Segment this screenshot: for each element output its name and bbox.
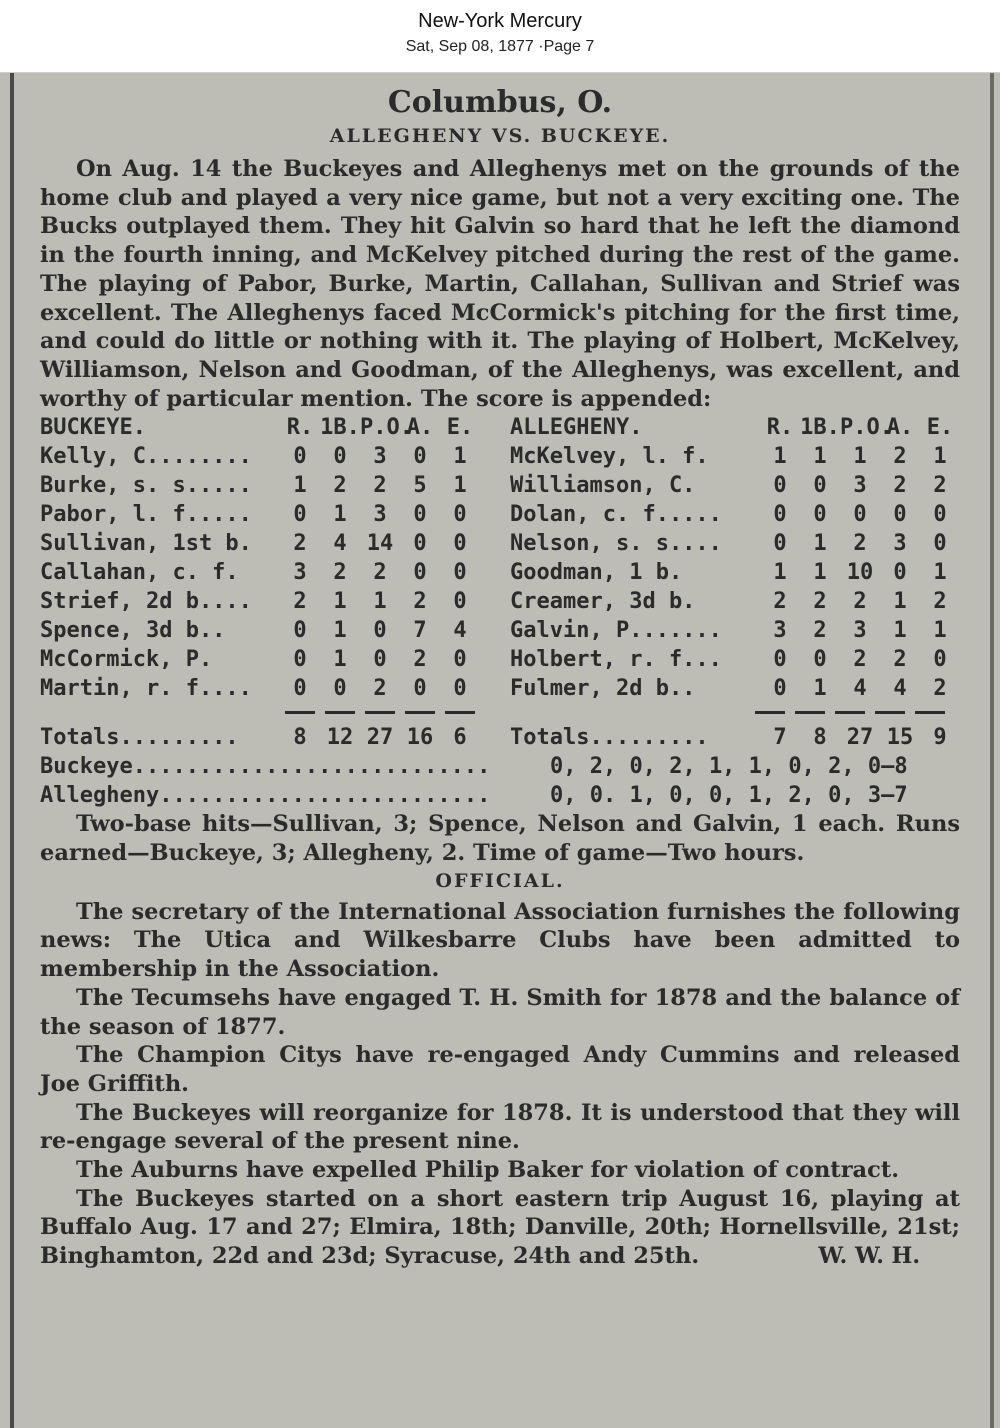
stat-value: 1 <box>813 531 827 557</box>
stat-value: 0 <box>293 618 307 644</box>
stat-header: R. <box>286 415 314 441</box>
stat-value: 2 <box>413 647 427 673</box>
total-value: 15 <box>886 725 914 751</box>
stat-value: 0 <box>853 502 867 528</box>
stat-value: 0 <box>413 560 427 586</box>
official-paragraph: The Auburns have expelled Philip Baker for violation of contract. <box>76 1157 900 1184</box>
official-paragraph: The Tecumsehs have engaged T. H. Smith for 1878 and the balance of the season of 1877. <box>40 984 960 1040</box>
stat-value: 0 <box>453 676 467 702</box>
official-paragraph: The secretary of the International Association furnishes the following news: The Utica and Wilkesbarre Clubs have been admitted to membership in the Association. <box>40 898 960 983</box>
stat-header: R. <box>766 415 794 441</box>
player-name: Nelson, s. s.... <box>510 531 722 557</box>
stat-value: 0 <box>893 502 907 528</box>
stat-value: 2 <box>333 473 347 499</box>
stat-value: 0 <box>933 531 947 557</box>
total-value: 27 <box>846 725 874 751</box>
player-row <box>40 616 960 645</box>
player-row <box>40 587 960 616</box>
innings-score: 0, 2, 0, 2, 1, 1, 0, 2, 0—8 <box>550 754 908 780</box>
stat-value: 2 <box>293 531 307 557</box>
stat-value: 1 <box>853 444 867 470</box>
author-signature: W. W. H. <box>818 1242 920 1269</box>
stat-header: E. <box>446 415 474 441</box>
totals-label: Totals......... <box>40 725 239 751</box>
total-value: 27 <box>366 725 394 751</box>
publication-title: New-York Mercury <box>418 10 582 32</box>
stat-value: 0 <box>373 618 387 644</box>
stat-value: 0 <box>373 647 387 673</box>
player-name: Goodman, 1 b. <box>510 560 683 586</box>
stat-value: 1 <box>813 560 827 586</box>
stat-value: 2 <box>893 444 907 470</box>
stat-value: 0 <box>333 676 347 702</box>
stat-value: 3 <box>773 618 787 644</box>
total-value: 8 <box>293 725 307 751</box>
stat-header: P.O. <box>360 415 413 441</box>
player-name: Holbert, r. f... <box>510 647 722 673</box>
stat-value: 0 <box>293 444 307 470</box>
stat-value: 1 <box>813 676 827 702</box>
stat-header: E. <box>926 415 954 441</box>
stat-value: 1 <box>333 618 347 644</box>
stat-value: 4 <box>453 618 467 644</box>
stat-value: 2 <box>853 589 867 615</box>
player-name: McCormick, P. <box>40 647 213 673</box>
stat-value: 0 <box>813 647 827 673</box>
stat-value: 1 <box>333 589 347 615</box>
stat-value: 2 <box>853 647 867 673</box>
stat-value: 0 <box>773 502 787 528</box>
innings-row <box>40 781 960 810</box>
total-value: 12 <box>326 725 354 751</box>
player-name: Fulmer, 2d b.. <box>510 676 696 702</box>
stat-value: 1 <box>933 560 947 586</box>
stat-value: 2 <box>293 589 307 615</box>
stat-value: 4 <box>853 676 867 702</box>
stat-value: 1 <box>453 444 467 470</box>
official-paragraph: The Buckeyes will reorganize for 1878. It is understood that they will re-engage several of the present nine. <box>40 1099 960 1155</box>
stat-value: 1 <box>333 647 347 673</box>
stat-value: 0 <box>453 560 467 586</box>
stat-header: 1B. <box>320 415 360 441</box>
stat-value: 1 <box>813 444 827 470</box>
stat-value: 5 <box>413 473 427 499</box>
stat-value: 2 <box>893 647 907 673</box>
stat-value: 0 <box>813 473 827 499</box>
stat-value: 0 <box>773 531 787 557</box>
total-value: 9 <box>933 725 947 751</box>
stat-value: 2 <box>853 531 867 557</box>
player-name: Martin, r. f.... <box>40 676 252 702</box>
stat-value: 0 <box>773 647 787 673</box>
stat-value: 3 <box>893 531 907 557</box>
total-value: 7 <box>773 725 787 751</box>
stat-value: 1 <box>293 473 307 499</box>
stat-value: 0 <box>333 444 347 470</box>
article-subhead: ALLEGHENY VS. BUCKEYE. <box>329 125 671 147</box>
total-value: 8 <box>813 725 827 751</box>
player-row <box>40 529 960 558</box>
player-name: Callahan, c. f. <box>40 560 239 586</box>
stat-value: 0 <box>413 502 427 528</box>
stat-value: 0 <box>933 647 947 673</box>
stat-value: 3 <box>373 502 387 528</box>
stat-value: 2 <box>893 473 907 499</box>
stat-value: 2 <box>373 473 387 499</box>
innings-row <box>40 752 960 781</box>
innings-team: Buckeye........................... <box>40 754 491 780</box>
stat-value: 14 <box>366 531 394 557</box>
team-name-allegheny: ALLEGHENY. <box>510 415 643 441</box>
stat-value: 0 <box>813 502 827 528</box>
totals-rule <box>40 703 960 723</box>
player-row <box>40 645 960 674</box>
stat-value: 2 <box>933 473 947 499</box>
player-name: Kelly, C........ <box>40 444 252 470</box>
stat-header: A. <box>886 415 914 441</box>
stat-value: 0 <box>933 502 947 528</box>
total-value: 16 <box>406 725 434 751</box>
stat-value: 2 <box>813 618 827 644</box>
stat-value: 1 <box>773 444 787 470</box>
stat-value: 3 <box>853 618 867 644</box>
article <box>40 81 960 1269</box>
stat-value: 7 <box>413 618 427 644</box>
totals-label: Totals......... <box>510 725 709 751</box>
stat-value: 0 <box>293 502 307 528</box>
player-rows <box>40 442 960 703</box>
stat-value: 2 <box>373 676 387 702</box>
innings-team: Allegheny......................... <box>40 783 491 809</box>
totals-row <box>40 723 960 752</box>
stat-value: 0 <box>893 560 907 586</box>
stat-value: 0 <box>453 531 467 557</box>
box-score <box>40 413 960 810</box>
team-name-buckeye: BUCKEYE. <box>40 415 146 441</box>
stat-value: 2 <box>813 589 827 615</box>
publication-date-page: Sat, Sep 08, 1877 ·Page 7 <box>405 38 595 55</box>
column-rule-right <box>990 73 994 1428</box>
stat-value: 2 <box>373 560 387 586</box>
player-row <box>40 471 960 500</box>
total-value: 6 <box>453 725 467 751</box>
player-name: Burke, s. s..... <box>40 473 252 499</box>
stat-value: 2 <box>773 589 787 615</box>
player-row <box>40 500 960 529</box>
stat-value: 1 <box>893 589 907 615</box>
stat-value: 0 <box>413 531 427 557</box>
innings-score: 0, 0. 1, 0, 0, 1, 2, 0, 3—7 <box>550 783 908 809</box>
official-heading: OFFICIAL. <box>435 869 565 892</box>
stat-value: 4 <box>333 531 347 557</box>
stat-value: 0 <box>413 676 427 702</box>
player-row <box>40 558 960 587</box>
stat-value: 0 <box>773 473 787 499</box>
stat-value: 2 <box>413 589 427 615</box>
player-name: Creamer, 3d b. <box>510 589 696 615</box>
stat-value: 1 <box>333 502 347 528</box>
stat-header: A. <box>406 415 434 441</box>
player-name: Galvin, P....... <box>510 618 722 644</box>
player-name: Pabor, l. f..... <box>40 502 252 528</box>
stat-value: 0 <box>293 676 307 702</box>
column-rule-left <box>10 73 14 1428</box>
player-name: Sullivan, 1st b. <box>40 531 252 557</box>
official-paragraph: The Buckeyes started on a short eastern trip August 16, playing at Buffalo Aug. 17 and 27; Elmira, 18th; Danville, 20th; Hornellsville, 21st; Binghamton, 22d and 23d; Syracuse, 24th and 25th. <box>40 1185 960 1270</box>
stat-value: 0 <box>293 647 307 673</box>
player-name: Dolan, c. f..... <box>510 502 722 528</box>
stat-value: 3 <box>373 444 387 470</box>
stat-value: 0 <box>773 676 787 702</box>
stat-value: 0 <box>453 502 467 528</box>
box-score-header <box>40 413 960 442</box>
stat-value: 2 <box>933 676 947 702</box>
newspaper-clipping <box>0 73 1000 1428</box>
stat-value: 0 <box>413 444 427 470</box>
stat-value: 4 <box>893 676 907 702</box>
player-name: Williamson, C. <box>510 473 696 499</box>
stat-value: 2 <box>333 560 347 586</box>
stat-value: 10 <box>846 560 874 586</box>
stat-value: 3 <box>853 473 867 499</box>
intro-paragraph: On Aug. 14 the Buckeyes and Alleghenys met on the grounds of the home club and played a very nice game, but not a very exciting one. The Bucks outplayed them. They hit Galvin so hard that he left the diamond in the fourth inning, and McKelvey pitched during the rest of the game. The playing of Pabor, Burke, Martin, Callahan, Sullivan and Strief was excellent. The Alleghenys faced McCormick's pitching for the first time, and could do little or nothing with it. The playing of Holbert, McKelvey, Williamson, Nelson and Goodman, of the Alleghenys, was excellent, and worthy of particular mention. The score is appended: <box>40 156 960 412</box>
article-headline: Columbus, O. <box>387 85 613 120</box>
stat-value: 0 <box>453 589 467 615</box>
stat-value: 2 <box>933 589 947 615</box>
player-name: Strief, 2d b.... <box>40 589 252 615</box>
stat-value: 1 <box>453 473 467 499</box>
stat-value: 1 <box>773 560 787 586</box>
official-paragraph: The Champion Citys have re-engaged Andy Cummins and released Joe Griffith. <box>40 1042 960 1097</box>
stat-value: 1 <box>373 589 387 615</box>
player-name: McKelvey, l. f. <box>510 444 709 470</box>
stat-value: 1 <box>933 444 947 470</box>
viewer-header <box>0 0 1000 73</box>
stat-header: P.O. <box>840 415 893 441</box>
stat-header: 1B. <box>800 415 840 441</box>
player-row <box>40 442 960 471</box>
stat-value: 3 <box>293 560 307 586</box>
stat-value: 0 <box>453 647 467 673</box>
stat-value: 1 <box>933 618 947 644</box>
game-summary: Two-base hits—Sullivan, 3; Spence, Nelson and Galvin, 1 each. Runs earned—Buckeye, 3; Allegheny, 2. Time of game—Two hours. <box>40 811 960 867</box>
player-name: Spence, 3d b.. <box>40 618 226 644</box>
stat-value: 1 <box>893 618 907 644</box>
player-row <box>40 674 960 703</box>
